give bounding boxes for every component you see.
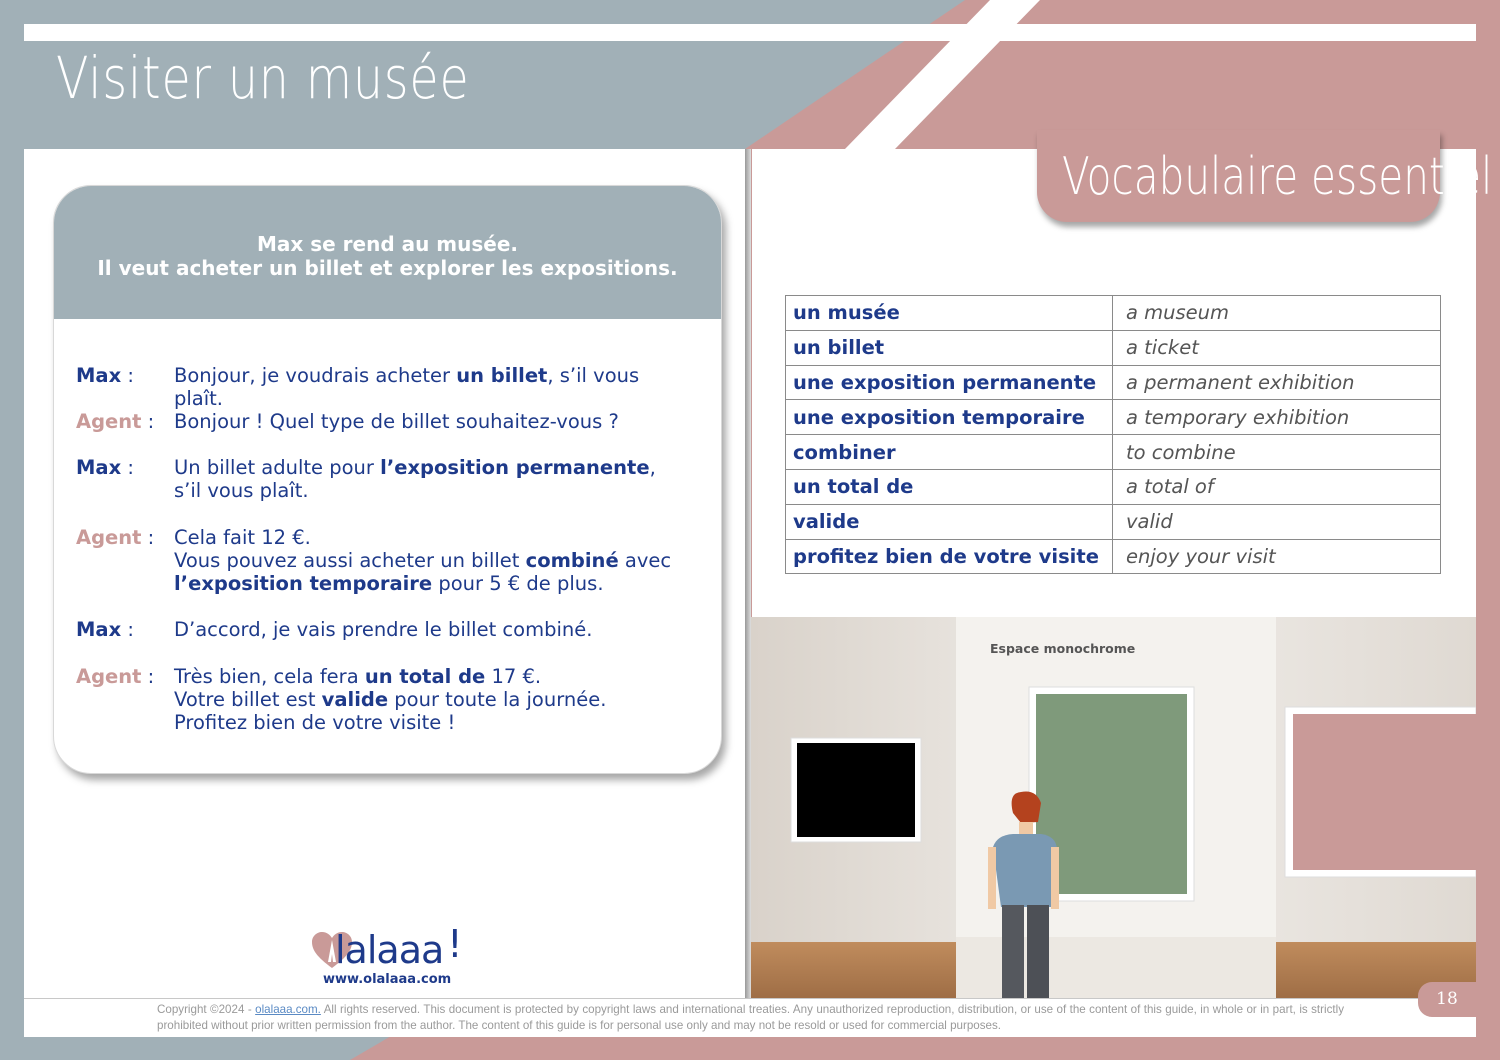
- vocab-english: a ticket: [1113, 330, 1441, 365]
- museum-scene-graphic: [751, 617, 1476, 999]
- vocab-french: combiner: [786, 435, 1113, 470]
- dialogue-card: [53, 185, 722, 774]
- dialogue-text: Bonjour, je voudrais acheter un billet, s’il vous plaît.: [174, 364, 640, 410]
- vocab-row: [786, 539, 1441, 574]
- speaker-name: Max :: [76, 456, 134, 479]
- vocab-english: valid: [1113, 504, 1441, 539]
- dialogue-text: Un billet adulte pour l’exposition permanente, s’il vous plaît.: [174, 456, 656, 502]
- vocab-row: [786, 365, 1441, 400]
- dialogue-text: Très bien, cela fera un total de 17 €. Votre billet est valide pour toute la journée. Profitez bien de votre visite !: [174, 665, 607, 734]
- page-number: 18: [1418, 982, 1476, 1017]
- vocab-french: profitez bien de votre visite: [786, 539, 1113, 574]
- speaker-name: Max :: [76, 364, 134, 387]
- dialogue-text: Bonjour ! Quel type de billet souhaitez-vous ?: [174, 410, 619, 433]
- vocab-english: a museum: [1113, 296, 1441, 331]
- copyright-text: All rights reserved. This document is protected by copyright laws and international treaties. Any unauthorized reproduction, distribution, or use of the content of this guide, in whole or in part, is strictly prohibited without prior written permission from the author. The content of this guide is for personal use only and may not be resold or used for commercial purposes.: [157, 1003, 1344, 1032]
- museum-illustration: [751, 617, 1476, 999]
- speaker-name: Agent :: [76, 665, 155, 688]
- vocab-french: une exposition temporaire: [786, 400, 1113, 435]
- vocab-row: [786, 435, 1441, 470]
- vocab-row: [786, 296, 1441, 331]
- vocab-french: un musée: [786, 296, 1113, 331]
- footer-divider: [24, 998, 1476, 999]
- top-white-strip: [24, 24, 1476, 41]
- speaker-name: Max :: [76, 618, 134, 641]
- vocab-english: a temporary exhibition: [1113, 400, 1441, 435]
- logo-url: www.olalaaa.com: [323, 972, 452, 987]
- vocab-table: [785, 295, 1441, 574]
- vocab-english: a total of: [1113, 469, 1441, 504]
- page-title: Visiter un musée: [56, 44, 470, 112]
- dialogue-text: D’accord, je vais prendre le billet combiné.: [174, 618, 593, 641]
- vocab-english: to combine: [1113, 435, 1441, 470]
- vocab-title: Vocabulaire essentiel: [1062, 147, 1493, 207]
- copyright-notice: [157, 1002, 1344, 1034]
- vocab-french: un billet: [786, 330, 1113, 365]
- intro-line: Il veut acheter un billet et explorer les expositions.: [97, 256, 678, 280]
- speaker-name: Agent :: [76, 410, 155, 433]
- vocab-french: un total de: [786, 469, 1113, 504]
- vocab-row: [786, 504, 1441, 539]
- copyright-link[interactable]: olalaaa.com.: [255, 1003, 321, 1016]
- vocab-french: valide: [786, 504, 1113, 539]
- vocab-english: enjoy your visit: [1113, 539, 1441, 574]
- vocab-row: [786, 330, 1441, 365]
- vocab-english: a permanent exhibition: [1113, 365, 1441, 400]
- intro-line: Max se rend au musée.: [256, 232, 519, 256]
- vocab-french: une exposition permanente: [786, 365, 1113, 400]
- vocab-row: [786, 400, 1441, 435]
- copyright-prefix: Copyright ©2024 -: [157, 1003, 256, 1016]
- logo-wordmark: [335, 922, 462, 972]
- dialogue-text: Cela fait 12 €. Vous pouvez aussi acheter un billet combiné avec l’exposition temporaire pour 5 € de plus.: [174, 526, 672, 595]
- dialogue-intro: [54, 186, 721, 319]
- vocab-row: [786, 469, 1441, 504]
- gallery-label: Espace monochrome: [990, 641, 1136, 656]
- logo-wordmark-text: lalaaa: [335, 928, 444, 972]
- logo-exclaim: !: [447, 922, 462, 966]
- speaker-name: Agent :: [76, 526, 155, 549]
